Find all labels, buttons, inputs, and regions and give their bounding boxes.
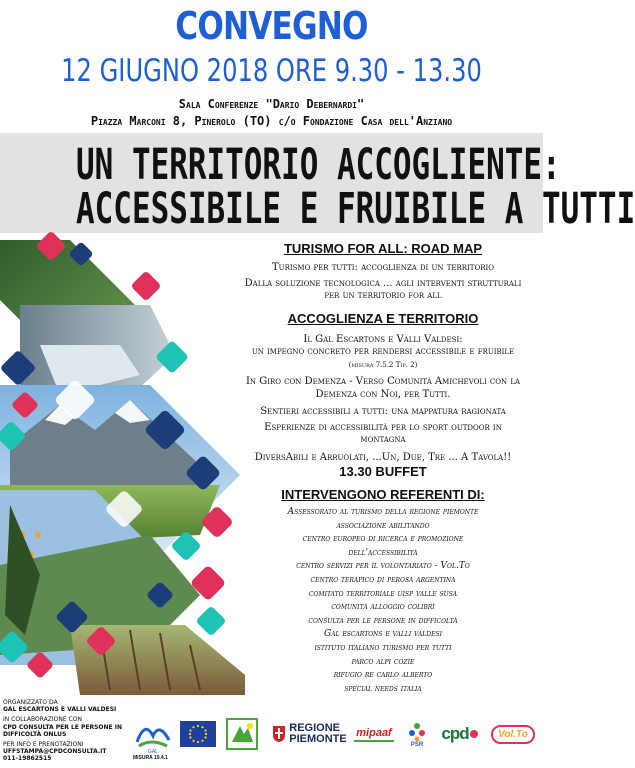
organizer-label: ORGANIZZATO DA (3, 699, 58, 706)
speaker-item: rifugio re carlo alberto (333, 670, 433, 681)
speaker-item: centro europeo di ricerca e promozione (302, 534, 464, 545)
eu-flag-icon (180, 721, 216, 747)
program-item: Sentieri accessibili a tutti: una mappatura ragionata (260, 406, 506, 417)
regione-logo-line2: PIEMONTE (289, 733, 347, 745)
contact-email: UFFSTAMPA@CPDCONSULTA.IT (3, 748, 107, 756)
info-label: PER INFO E PRENOTAZIONI (3, 741, 84, 749)
program-item: montagna (360, 434, 406, 445)
photo-collage (0, 235, 245, 695)
speaker-item: dell'accessibilità (348, 547, 418, 558)
gal-logo-text: GAL (147, 749, 159, 755)
regione-shield-icon (272, 725, 286, 743)
eu-flag-logo (180, 714, 216, 754)
regione-logo-line1: REGIONE (289, 722, 340, 734)
program-item: per un territorio for all (324, 290, 442, 301)
cpd-logo-text: cpd (441, 724, 469, 743)
mipaaf-underline (354, 740, 394, 742)
misura-label: MISURA 19.4.1 (133, 755, 168, 761)
cpd-logo (436, 714, 484, 754)
program-item: In Giro con Demenza - Verso Comunità Amichevoli con la (245, 376, 521, 387)
program-item: Dalla soluzione tecnologica ... agli interventi strutturali (244, 277, 522, 289)
program-item: Turismo per tutti: accoglienza di un territorio (272, 262, 494, 273)
program-item: Esperienze di accessibilità per lo sport outdoor in (264, 421, 502, 433)
speaker-item: comitato territoriale uisp valle susa (308, 588, 458, 599)
event-type-title: CONVEGNO (175, 4, 368, 48)
program-item-note: (misura 7.5.2 Tip. 2) (348, 360, 418, 369)
mipaaf-logo (350, 714, 398, 754)
psr-logo (402, 714, 432, 754)
volto-logo-text: Vol.To (491, 725, 535, 744)
speaker-item: parco alpi cozie (351, 656, 415, 667)
main-title-line2: ACCESSIBILE E FRUIBILE A TUTTI (76, 184, 635, 234)
collaboration-label: IN COLLABORAZIONE CON (3, 716, 82, 724)
program-item: Il Gal Escartons e Valli Valdesi: (303, 333, 463, 345)
leader-logo-icon (226, 718, 258, 750)
buffet-label: 13.30 BUFFET (339, 464, 427, 479)
section-heading-speakers: INTERVENGONO REFERENTI DI: (281, 487, 485, 502)
speaker-item: comunità alloggio colibrì (331, 602, 435, 613)
contact-phone: 011-19862515 (3, 755, 52, 763)
program-item: un impegno concreto per rendersi accessibile e fruibile (251, 346, 515, 357)
collaboration-name: DIFFICOLTÀ ONLUS (3, 730, 67, 738)
speaker-item: consulta per le persone in difficoltà (308, 615, 458, 626)
program-column (228, 241, 538, 696)
organizer-name: GAL ESCARTONS E VALLI VALDESI (3, 706, 117, 714)
main-title-line1: UN TERRITORIO ACCOGLIENTE: (76, 140, 561, 190)
psr-logo-text: PSR (410, 742, 424, 748)
section-heading-road-map: TURISMO FOR ALL: ROAD MAP (283, 241, 483, 256)
cpd-logo-dot-icon (469, 729, 479, 739)
venue-address: Piazza Marconi 8, Pinerolo (TO) c/o Fondazione Casa dell'Anziano (90, 114, 453, 128)
speaker-item: centro servizi per il volontariato - Vol.To (296, 561, 470, 572)
section-heading-accoglienza: ACCOGLIENZA E TERRITORIO (287, 310, 479, 326)
speaker-item: associazione abilitando (336, 520, 430, 531)
venue-room: Sala Conferenze "Dario Debernardi" (178, 97, 365, 111)
footer-credits (3, 699, 133, 763)
speaker-item: Gal escartons e valli valdesi (324, 629, 442, 640)
collaboration-name: CPD CONSULTA PER LE PERSONE IN (3, 723, 122, 731)
regione-piemonte-logo (272, 714, 347, 754)
psr-logo-icon (406, 720, 428, 742)
speaker-item: centro terapico di perosa argentina (310, 574, 456, 585)
event-date-time: 12 GIUGNO 2018 ORE 9.30 - 13.30 (61, 53, 482, 89)
speaker-item: istituto italiano turismo per tutti (314, 642, 452, 653)
program-item: DiversAbili e Arruolati, ...Un, Due, Tre ... A Tavola!! (254, 451, 512, 463)
volto-logo (488, 714, 538, 754)
leader-logo (222, 714, 262, 754)
gal-logo-mark (133, 714, 173, 754)
speaker-item: Assessorato al turismo della regione piemonte (287, 507, 479, 517)
program-item: Demenza con Noi, per Tutti. (315, 388, 451, 400)
gal-logo (133, 714, 173, 754)
speaker-item: special needs italia (344, 683, 422, 694)
mipaaf-logo-text: mipaaf (356, 726, 392, 739)
